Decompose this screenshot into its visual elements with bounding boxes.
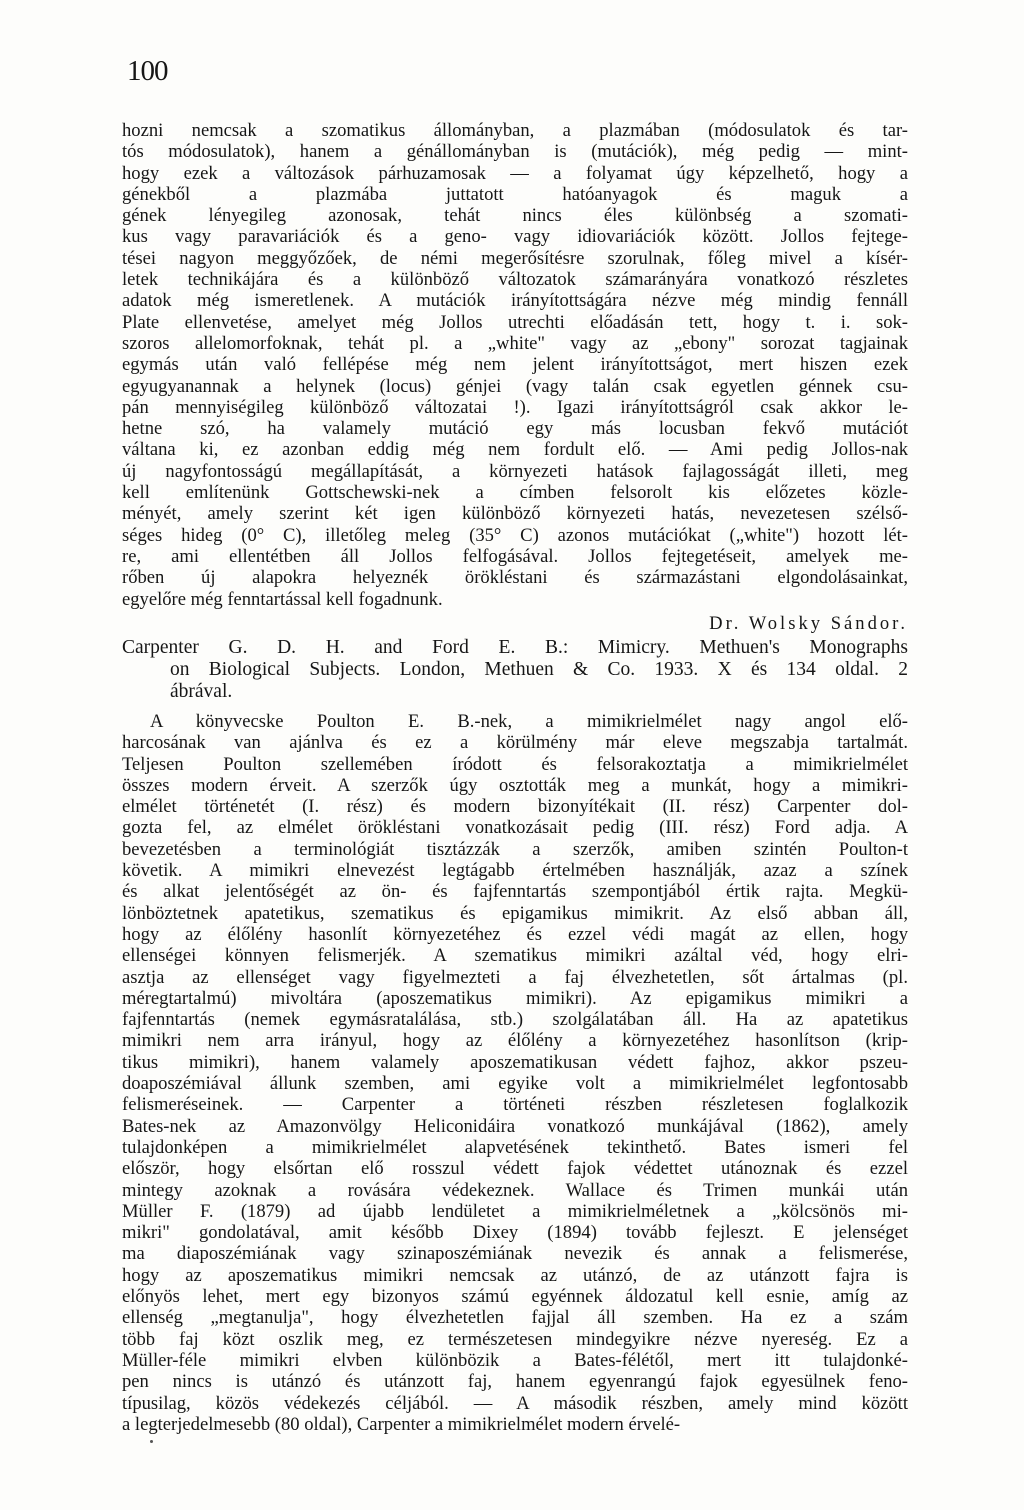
text-line: Plate ellenvetése, amelyet még Jollos utrechti előadásán tett, hogy t. i. sok- — [122, 311, 908, 333]
text-line: rőben új alapokra helyeznék örökléstani és származástani elgondolásainkat, — [122, 567, 908, 589]
text-line: és alkat jelentőségét az ön- és fajfenntartás szempontjából értik rajta. Megkü- — [122, 881, 908, 903]
text-line: letek technikájára és a különböző változatok számarányára vonatkozó részletes — [122, 269, 908, 291]
review-signature: Dr. Wolsky Sándor. — [709, 613, 908, 634]
text-line: tikus mimikri), hanem valamely aposzematikusan védett fajhoz, akkor pszeu- — [122, 1051, 908, 1073]
text-line: re, ami ellentétben áll Jollos felfogásával. Jollos fejtegetéseit, amelyek me- — [122, 545, 908, 567]
text-line: doaposzémiával állunk szemben, ami egyike volt a mimikrielmélet legfontosabb — [122, 1073, 908, 1095]
text-line: bevezetésben a terminológiát tisztázzák a szerzők, amiben szintén Poulton-t — [122, 838, 908, 860]
text-line: A könyvecske Poulton E. B.-nek, a mimikrielmélet nagy angol elő- — [150, 711, 908, 732]
text-line: tós módosulatok), hanem a génállományban is (mutációk), még pedig — mint- — [122, 141, 908, 163]
text-line: hogy az élőlény hasonlít környezetéhez és ezzel védi magát az ellen, hogy — [122, 923, 908, 945]
text-line: először, hogy elsőrtan elő rosszul védett fajok védettet utánoznak és ezzel — [122, 1158, 908, 1180]
text-line: elmélet történetét (I. rész) és modern bizonyítékait (II. rész) Carpenter dol- — [122, 796, 908, 818]
text-line: mikri" gondolatával, amit később Dixey (1894) tovább fejleszt. E jelenséget — [122, 1222, 908, 1244]
text-line: Müller F. (1879) ad újabb lendületet a mimikrielméletnek a „kölcsönös mi- — [122, 1200, 908, 1222]
text-line: szoros allelomorfoknak, tehát pl. a „white" vagy az „ebony" sorozat tagjainak — [122, 332, 908, 354]
review-body-2 — [122, 711, 908, 1435]
text-line: előnyös lehet, mert egy bizonyos számú egyénnek áldozatul kell esnie, amíg az — [122, 1286, 908, 1308]
text-line: pán mennyiségileg különböző változatai !). Igazi irányítottságról csak akkor le- — [122, 396, 908, 418]
text-line: ményét, amely szerint két igen különböző környezeti hatás, nevezetesen szélső- — [122, 503, 908, 525]
text-line: mintegy azoknak a rovására védekeznek. Wallace és Trimen munkái után — [122, 1179, 908, 1201]
review-body-1 — [122, 120, 908, 610]
text-line: séges hideg (0° C), illetőleg meleg (35° C) azonos mutációkat („white") hozott lét- — [122, 524, 908, 546]
text-line: ábrával. — [170, 681, 233, 702]
text-line: típusilag, közös védekezés céljából. — A második részben, amely mind között — [122, 1392, 908, 1414]
text-line: Teljesen Poulton szellemében íródott és felsorakoztatja a mimikrielmélet — [122, 753, 908, 775]
text-line: Bates-nek az Amazonvölgy Heliconidáira vonatkozó munkájával (1862), amely — [122, 1115, 908, 1137]
text-line: felismeréseinek. — Carpenter a történeti részben részletesen foglalkozik — [122, 1094, 908, 1116]
text-line: kus vagy paravariációk és a geno- vagy idiovariációk között. Jollos fejtege- — [122, 226, 908, 248]
text-line: asztja az ellenséget vagy figyelmezteti a faj élvezhetetlen, sőt ártalmas (pl. — [122, 966, 908, 988]
text-line: ellenség „megtanulja", hogy élvezhetetlen fajjal áll szemben. Ha ez a szám — [122, 1307, 908, 1329]
text-line: ellenségei könnyen felismerjék. A szematikus mimikri azáltal véd, hogy elri- — [122, 945, 908, 967]
text-line: több faj közt oszlik meg, ez természetesen mindegyikre nézve nyereség. Ez a — [122, 1328, 908, 1350]
text-line: váltana ki, ez azonban eddig még nem fordult elő. — Ami pedig Jollos-nak — [122, 439, 908, 461]
text-line: génekből a plazmába juttatott hatóanyagok és maguk a — [122, 183, 908, 205]
text-line: tulajdonképen a mimikrielmélet alapvetésének tekinthető. Bates ismeri fel — [122, 1136, 908, 1158]
text-line: méregtartalmú) mivoltára (aposzematikus mimikri). Az epigamikus mimikri a — [122, 987, 908, 1009]
text-line: egyugyanannak a helynek (locus) génjei (vagy talán csak egyetlen génnek csu- — [122, 375, 908, 397]
text-line: hogy ezek a változások párhuzamosak — a folyamat úgy képzelhető, hogy a — [122, 162, 908, 184]
text-line: lönböztetnek apatetikus, szematikus és epigamikus mimikrit. Az első abban áll, — [122, 902, 908, 924]
text-line: egyelőre még fenntartással kell fogadnunk. — [122, 588, 443, 610]
text-line: a legterjedelmesebb (80 oldal), Carpenter a mimikrielmélet modern érvelé- — [122, 1413, 681, 1435]
text-line: harcosának van ajánlva és ez a körülmény már eleve megszabja tartalmát. — [122, 732, 908, 754]
text-line: gozta fel, az elmélet örökléstani vonatkozásait pedig (III. rész) Ford adja. A — [122, 817, 908, 839]
text-line: kell említenünk Gottschewski-nek a címben felsorolt kis előzetes közle- — [122, 482, 908, 504]
text-line: hetne szó, ha valamely mutáció egy más locusban fekvő mutációt — [122, 418, 908, 440]
text-line: fajfenntartás (nemek egymásratalálása, stb.) szolgálatában áll. Ha az apatetikus — [122, 1009, 908, 1031]
text-line: követik. A mimikri elnevezést legtágabb értelmében használják, azaz a színek — [122, 860, 908, 882]
book-citation — [122, 637, 908, 703]
text-line: hogy az aposzematikus mimikri nemcsak az utánzó, de az utánzott fajra is — [122, 1264, 908, 1286]
text-line: egymás után való fellépése még nem jelent irányítottságot, mert hiszen ezek — [122, 354, 908, 376]
text-line: Müller-féle mimikri elvben különbözik a Bates-félétől, mert itt tulajdonké- — [122, 1349, 908, 1371]
text-line: mimikri nem arra irányul, hogy az élőlény a környezetéhez hasonlítson (krip- — [122, 1030, 908, 1052]
text-line: új nagyfontosságú megállapítását, a környezeti hatások fajlagosságát illeti, meg — [122, 460, 908, 482]
text-line: ma diaposzémiának vagy szinaposzémiának nevezik és annak a felismerése, — [122, 1243, 908, 1265]
print-speck — [150, 1440, 153, 1443]
text-line: pen nincs is utánzó és utánzott faj, hanem egyenrangú fajok egyesülnek feno- — [122, 1371, 908, 1393]
text-line: Carpenter G. D. H. and Ford E. B.: Mimicry. Methuen's Monographs — [122, 637, 908, 658]
text-line: hozni nemcsak a szomatikus állományban, a plazmában (módosulatok és tar- — [122, 120, 908, 141]
text-line: összes modern érveit. A szerzők úgy osztották meg a munkát, hogy a mimikri- — [122, 774, 908, 796]
page-number: 100 — [127, 55, 168, 87]
text-line: gének lényegileg azonosak, tehát nincs éles különbség a szomati- — [122, 205, 908, 227]
text-line: adatok még ismeretlenek. A mutációk irányítottságára nézve még mindig fennáll — [122, 290, 908, 312]
text-line: on Biological Subjects. London, Methuen & Co. 1933. X és 134 oldal. 2 — [170, 659, 908, 680]
text-line: tései nagyon meggyőzőek, de némi megerősítésre szorulnak, főleg mivel a kísér- — [122, 247, 908, 269]
